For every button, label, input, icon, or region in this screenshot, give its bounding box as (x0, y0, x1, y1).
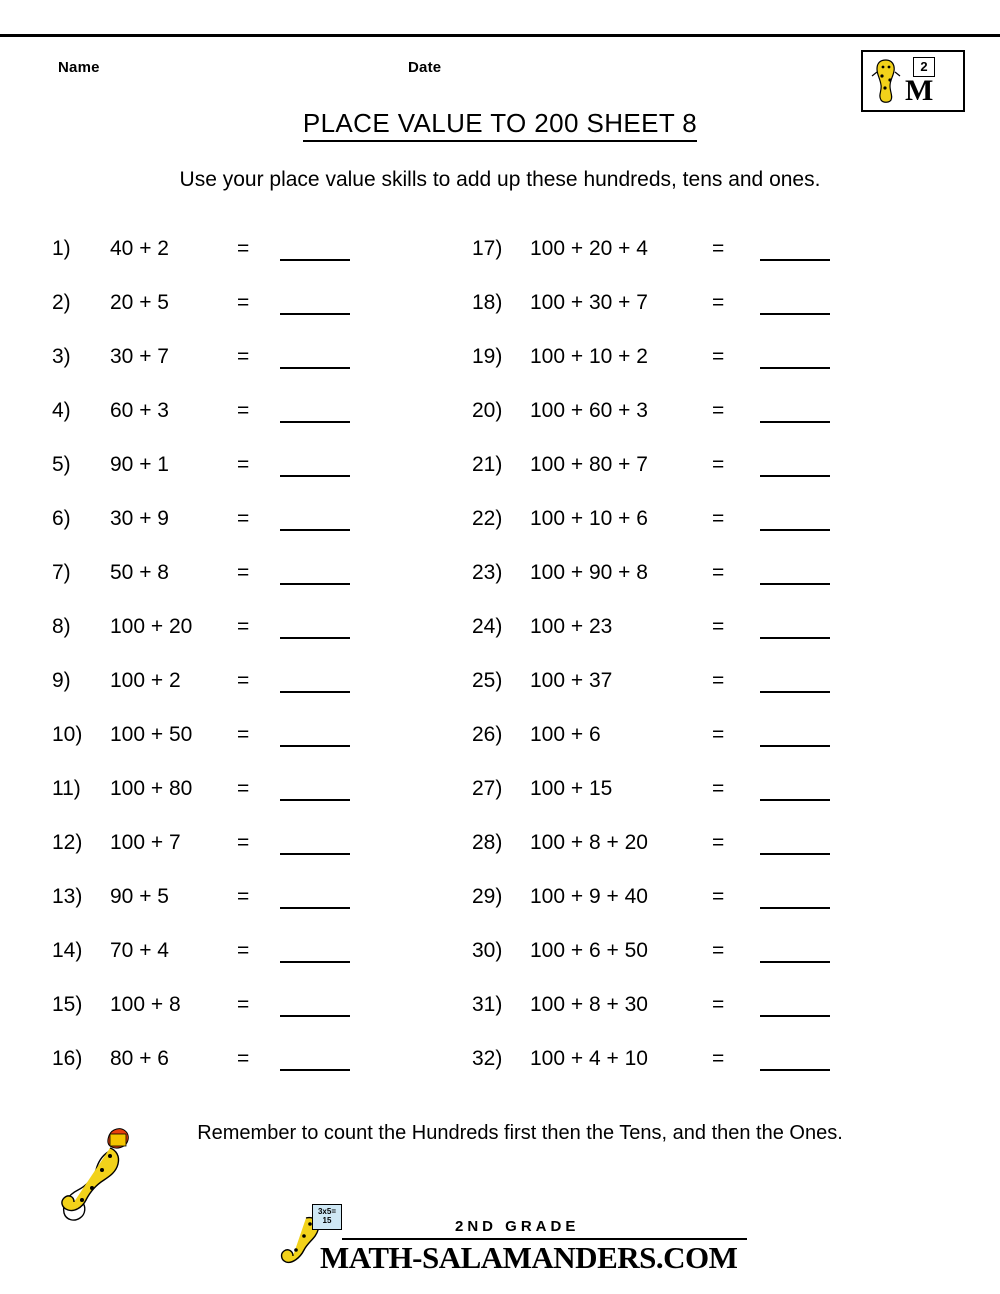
answer-blank[interactable] (280, 1015, 350, 1017)
top-divider (0, 34, 1000, 37)
answer-blank[interactable] (760, 367, 830, 369)
question-number: 1) (52, 237, 71, 260)
question-row (472, 237, 912, 291)
equals-sign: = (237, 453, 250, 476)
equals-sign: = (237, 237, 250, 260)
logo-box (861, 50, 965, 112)
equals-sign: = (712, 669, 725, 692)
equals-sign: = (237, 831, 250, 854)
equals-sign: = (712, 939, 725, 962)
question-number: 25) (472, 669, 503, 692)
question-row (472, 723, 912, 777)
equals-sign: = (237, 723, 250, 746)
question-expression: 100 + 80 (110, 777, 193, 800)
question-row (52, 669, 472, 723)
name-label: Name (58, 59, 100, 76)
question-row (472, 1047, 912, 1101)
answer-blank[interactable] (280, 529, 350, 531)
question-number: 29) (472, 885, 503, 908)
question-expression: 100 + 30 + 7 (530, 291, 648, 314)
answer-blank[interactable] (760, 475, 830, 477)
question-number: 7) (52, 561, 71, 584)
equals-sign: = (712, 723, 725, 746)
date-label: Date (408, 59, 442, 76)
question-number: 13) (52, 885, 83, 908)
question-row (52, 237, 472, 291)
question-number: 5) (52, 453, 71, 476)
equals-sign: = (712, 345, 725, 368)
question-expression: 100 + 7 (110, 831, 181, 854)
equals-sign: = (237, 561, 250, 584)
question-row (472, 939, 912, 993)
question-number: 16) (52, 1047, 83, 1070)
answer-blank[interactable] (760, 907, 830, 909)
question-number: 3) (52, 345, 71, 368)
question-number: 31) (472, 993, 503, 1016)
question-row (52, 939, 472, 993)
answer-blank[interactable] (760, 1069, 830, 1071)
question-row (52, 345, 472, 399)
question-row (472, 993, 912, 1047)
answer-blank[interactable] (760, 313, 830, 315)
question-expression: 100 + 20 (110, 615, 193, 638)
question-row (52, 399, 472, 453)
question-number: 20) (472, 399, 503, 422)
questions-column-right (472, 237, 912, 1101)
answer-blank[interactable] (760, 745, 830, 747)
question-number: 18) (472, 291, 503, 314)
question-number: 4) (52, 399, 71, 422)
question-row (472, 561, 912, 615)
answer-blank[interactable] (760, 961, 830, 963)
instruction-text: Use your place value skills to add up these hundreds, tens and ones. (179, 168, 821, 191)
equals-sign: = (712, 615, 725, 638)
question-number: 30) (472, 939, 503, 962)
question-row (472, 777, 912, 831)
question-row (52, 723, 472, 777)
question-number: 6) (52, 507, 71, 530)
answer-blank[interactable] (280, 475, 350, 477)
question-row (472, 669, 912, 723)
answer-blank[interactable] (280, 583, 350, 585)
page-title-text: PLACE VALUE TO 200 SHEET 8 (303, 108, 697, 142)
answer-blank[interactable] (280, 421, 350, 423)
equals-sign: = (237, 345, 250, 368)
brand-sign: 3x5= 15 (312, 1204, 342, 1230)
question-number: 23) (472, 561, 503, 584)
question-number: 12) (52, 831, 83, 854)
question-number: 32) (472, 1047, 503, 1070)
question-expression: 20 + 5 (110, 291, 169, 314)
brand-footer (280, 1200, 750, 1286)
question-expression: 30 + 7 (110, 345, 169, 368)
question-expression: 100 + 4 + 10 (530, 1047, 648, 1070)
answer-blank[interactable] (760, 691, 830, 693)
answer-blank[interactable] (760, 637, 830, 639)
logo-letter-m: M (905, 74, 933, 107)
equals-sign: = (712, 885, 725, 908)
equals-sign: = (237, 507, 250, 530)
page-title (0, 108, 1000, 139)
answer-blank[interactable] (280, 367, 350, 369)
equals-sign: = (712, 1047, 725, 1070)
question-row (472, 453, 912, 507)
question-expression: 100 + 80 + 7 (530, 453, 648, 476)
question-expression: 40 + 2 (110, 237, 169, 260)
question-expression: 100 + 20 + 4 (530, 237, 648, 260)
answer-blank[interactable] (760, 583, 830, 585)
equals-sign: = (237, 615, 250, 638)
equals-sign: = (237, 885, 250, 908)
equals-sign: = (237, 291, 250, 314)
answer-blank[interactable] (760, 421, 830, 423)
question-expression: 100 + 37 (530, 669, 613, 692)
question-row (52, 507, 472, 561)
question-expression: 100 + 10 + 6 (530, 507, 648, 530)
answer-blank[interactable] (280, 745, 350, 747)
question-expression: 50 + 8 (110, 561, 169, 584)
question-expression: 100 + 9 + 40 (530, 885, 648, 908)
answer-blank[interactable] (760, 853, 830, 855)
question-expression: 70 + 4 (110, 939, 169, 962)
question-number: 11) (52, 777, 81, 800)
question-row (472, 399, 912, 453)
footnote-text: Remember to count the Hundreds first then the Tens, and then the Ones. (197, 1122, 843, 1144)
equals-sign: = (237, 669, 250, 692)
question-number: 24) (472, 615, 503, 638)
question-number: 14) (52, 939, 83, 962)
answer-blank[interactable] (280, 799, 350, 801)
question-row (52, 777, 472, 831)
question-number: 9) (52, 669, 71, 692)
equals-sign: = (712, 831, 725, 854)
question-expression: 60 + 3 (110, 399, 169, 422)
question-row (52, 831, 472, 885)
question-expression: 100 + 15 (530, 777, 613, 800)
question-number: 19) (472, 345, 503, 368)
question-expression: 100 + 90 + 8 (530, 561, 648, 584)
question-expression: 30 + 9 (110, 507, 169, 530)
answer-blank[interactable] (280, 1069, 350, 1071)
question-expression: 100 + 6 + 50 (530, 939, 648, 962)
equals-sign: = (712, 561, 725, 584)
answer-blank[interactable] (760, 1015, 830, 1017)
brand-site-text: MATH-SALAMANDERS.COM (320, 1240, 738, 1275)
answer-blank[interactable] (280, 637, 350, 639)
question-expression: 100 + 6 (530, 723, 601, 746)
question-expression: 100 + 50 (110, 723, 193, 746)
question-row (52, 615, 472, 669)
question-expression: 100 + 60 + 3 (530, 399, 648, 422)
question-row (52, 885, 472, 939)
question-number: 2) (52, 291, 71, 314)
question-expression: 100 + 2 (110, 669, 181, 692)
answer-blank[interactable] (280, 691, 350, 693)
question-row (52, 561, 472, 615)
question-row (472, 291, 912, 345)
answer-blank[interactable] (760, 799, 830, 801)
equals-sign: = (712, 237, 725, 260)
equals-sign: = (712, 993, 725, 1016)
equals-sign: = (237, 1047, 250, 1070)
questions-column-left (52, 237, 472, 1101)
equals-sign: = (712, 777, 725, 800)
answer-blank[interactable] (760, 259, 830, 261)
question-number: 22) (472, 507, 503, 530)
answer-blank[interactable] (280, 853, 350, 855)
question-number: 10) (52, 723, 83, 746)
question-expression: 100 + 10 + 2 (530, 345, 648, 368)
equals-sign: = (237, 939, 250, 962)
question-row (472, 885, 912, 939)
equals-sign: = (237, 777, 250, 800)
question-expression: 90 + 1 (110, 453, 169, 476)
question-number: 8) (52, 615, 71, 638)
answer-blank[interactable] (280, 907, 350, 909)
question-row (472, 507, 912, 561)
equals-sign: = (712, 507, 725, 530)
question-row (472, 345, 912, 399)
question-row (52, 993, 472, 1047)
answer-blank[interactable] (280, 961, 350, 963)
question-expression: 100 + 8 (110, 993, 181, 1016)
grade-badge: 2 (913, 57, 935, 77)
question-number: 21) (472, 453, 503, 476)
question-expression: 100 + 23 (530, 615, 613, 638)
question-number: 26) (472, 723, 503, 746)
equals-sign: = (712, 291, 725, 314)
salamander-logo-icon (871, 58, 901, 104)
equals-sign: = (237, 399, 250, 422)
brand-grade-label: 2ND GRADE (455, 1218, 580, 1235)
equals-sign: = (712, 399, 725, 422)
question-row (472, 831, 912, 885)
answer-blank[interactable] (280, 313, 350, 315)
question-expression: 80 + 6 (110, 1047, 169, 1070)
question-number: 27) (472, 777, 503, 800)
question-row (472, 615, 912, 669)
question-row (52, 453, 472, 507)
answer-blank[interactable] (280, 259, 350, 261)
question-expression: 90 + 5 (110, 885, 169, 908)
question-row (52, 291, 472, 345)
question-number: 28) (472, 831, 503, 854)
question-row (52, 1047, 472, 1101)
equals-sign: = (712, 453, 725, 476)
question-expression: 100 + 8 + 30 (530, 993, 648, 1016)
question-number: 17) (472, 237, 503, 260)
question-number: 15) (52, 993, 83, 1016)
question-expression: 100 + 8 + 20 (530, 831, 648, 854)
answer-blank[interactable] (760, 529, 830, 531)
equals-sign: = (237, 993, 250, 1016)
